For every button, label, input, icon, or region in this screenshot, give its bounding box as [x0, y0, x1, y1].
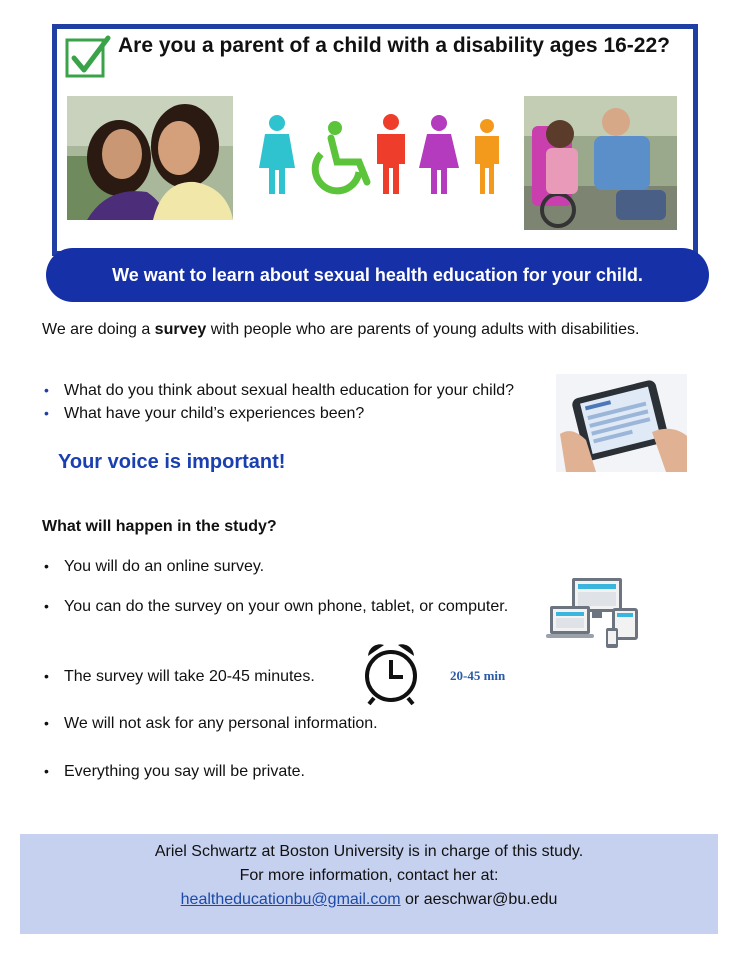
alarm-clock-icon: [362, 640, 420, 706]
list-item: • We will not ask for any personal information.: [42, 712, 534, 735]
list-item: • What have your child’s experiences been?: [42, 402, 532, 425]
intro-paragraph: [42, 318, 662, 341]
question-list: [42, 379, 532, 425]
footer-line-2: For more information, contact her at:: [239, 867, 499, 884]
list-item: • What do you think about sexual health education for your child?: [42, 379, 532, 402]
footer-line-3: [20, 888, 718, 912]
checkbox-icon: [64, 34, 112, 82]
email-link-gmail[interactable]: healtheducationbu@gmail.com: [180, 891, 401, 908]
list-item: • You will do an online survey.: [42, 555, 534, 578]
email-bu: aeschwar@bu.edu: [423, 891, 558, 908]
intro-suffix: with people who are parents of young adults with disabilities.: [206, 321, 640, 338]
contact-footer: [20, 834, 718, 934]
mother-daughter-photo: [67, 96, 233, 220]
study-heading: What will happen in the study?: [42, 518, 277, 535]
footer-or: or: [400, 891, 424, 908]
intro-prefix: We are doing a: [42, 321, 155, 338]
father-daughter-photo: [524, 96, 677, 230]
list-item: • The survey will take 20-45 minutes.: [42, 665, 534, 688]
list-item: • Everything you say will be private.: [42, 760, 534, 783]
tablet-survey-icon: [556, 374, 687, 472]
intro-bold: survey: [154, 321, 207, 338]
devices-icon: [546, 576, 640, 648]
voice-callout: Your voice is important!: [58, 451, 286, 473]
people-icon: [255, 112, 511, 196]
list-item: • You can do the survey on your own phone, tablet, or computer.: [42, 595, 534, 618]
time-label: 20-45 min: [450, 668, 506, 683]
footer-line-1: Ariel Schwartz at Boston University is in charge of this study.: [154, 843, 584, 860]
page-title: Are you a parent of a child with a disability ages 16-22?: [118, 34, 670, 57]
header-banner: We want to learn about sexual health education for your child.: [46, 248, 709, 302]
